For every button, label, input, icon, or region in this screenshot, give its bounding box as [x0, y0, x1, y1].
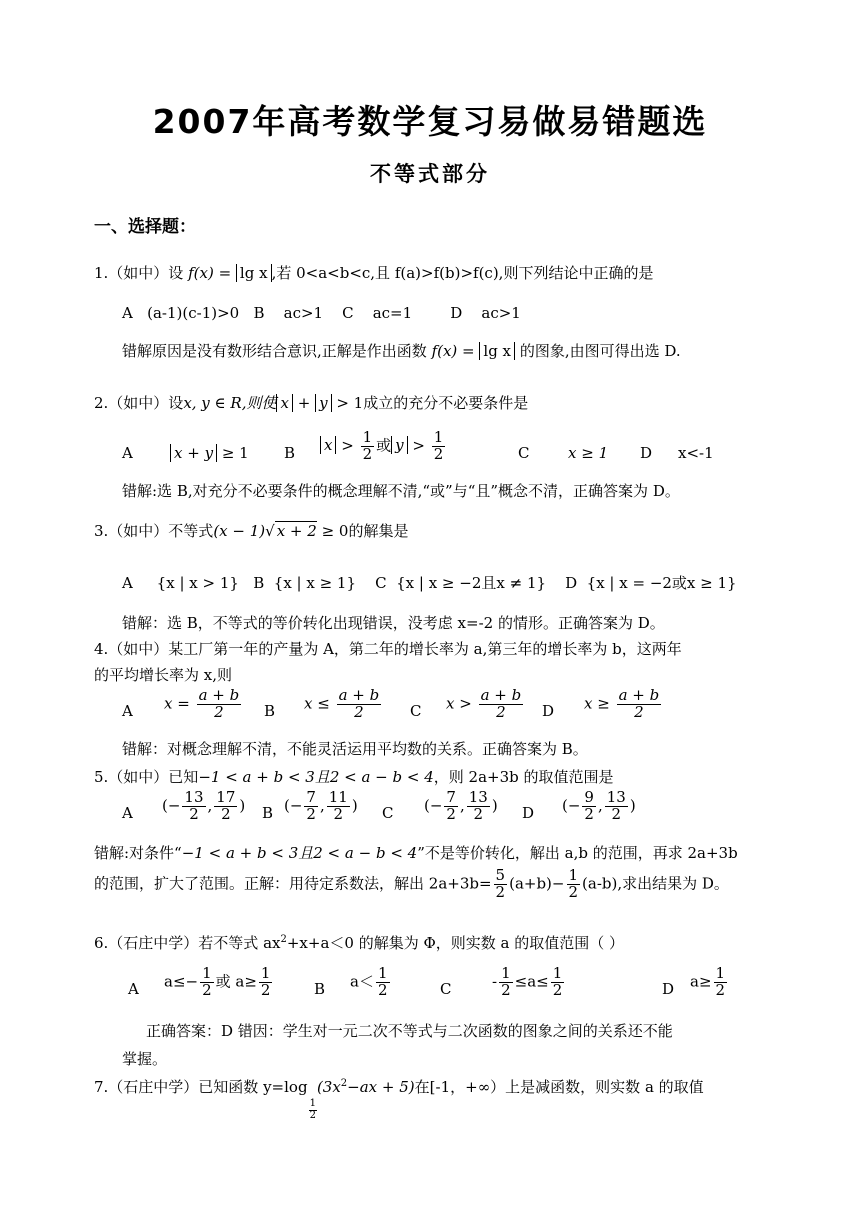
- question-5-note-1-math: −1 < a + b < 3且2 < a − b < 4: [181, 844, 418, 862]
- question-5-note-2-b: (a-b),求出结果为 D。: [582, 874, 729, 893]
- question-2-text: 成立的充分不必要条件是: [363, 394, 529, 412]
- question-5-option-a: (− $\frac{13}{2}$ , $\frac{17}{2}$ ): [162, 788, 246, 823]
- question-4-option-d-math: x ≥: [584, 694, 615, 713]
- question-6-option-c-mid: ≤a≤: [514, 972, 549, 991]
- question-4-option-a: [164, 688, 243, 721]
- question-3-note: 错解：选 B，不等式的等价转化出现错误，没考虑 x=-2 的情形。正确答案为 D。: [122, 614, 665, 632]
- fraction-num: 9: [584, 788, 594, 806]
- question-3-options: A {x | x > 1} B {x | x ≥ 1} C {x | x ≥ −2且x ≠ 1} D {x | x = −2或x ≥ 1}: [122, 574, 737, 592]
- question-2: [94, 392, 528, 413]
- fraction-num: 1: [362, 428, 373, 446]
- fraction-den: 2: [214, 702, 224, 721]
- question-1-options: A (a-1)(c-1)>0 B ac>1 C ac=1 D ac>1: [122, 304, 521, 322]
- question-5-note-1-a: 错解:对条件“: [94, 844, 182, 862]
- question-2-option-b-abs-y: y: [391, 436, 407, 454]
- fraction-num: a + b: [618, 686, 660, 704]
- question-1-note-text: 错解原因是没有数形结合意识,正解是作出函数: [122, 342, 427, 360]
- fraction-den: 2: [306, 804, 316, 823]
- fraction-den: 2: [634, 702, 644, 721]
- question-2-option-d: x<-1: [678, 444, 714, 462]
- fraction-num: a + b: [480, 686, 522, 704]
- fraction: [617, 688, 662, 721]
- question-6-option-a: [164, 966, 274, 999]
- question-1-text: ,若 0<a<b<c,且 f(a)>f(b)>f(c),则下列结论中正确的是: [271, 264, 654, 282]
- question-1-note: [122, 340, 681, 361]
- question-2-note: 错解:选 B,对充分不必要条件的概念理解不清,“或”与“且”概念不清，正确答案为 D。: [122, 482, 680, 500]
- fraction: [327, 790, 350, 823]
- fraction-den: 2: [260, 980, 271, 999]
- fraction-num: 1: [501, 964, 511, 982]
- fraction-num: 1: [715, 964, 726, 982]
- fraction-num: 1: [260, 964, 271, 982]
- question-1-abs: lg x: [236, 264, 272, 282]
- question-7-sup: 2: [340, 1078, 348, 1089]
- fraction-den: 2: [501, 980, 511, 999]
- fraction-den: 2: [584, 804, 594, 823]
- question-2-option-b-label: B: [284, 444, 296, 462]
- fraction-num: 1: [568, 866, 579, 884]
- question-5-option-d-label: D: [522, 804, 535, 822]
- question-2-option-a-rest: ≥ 1: [217, 444, 249, 462]
- question-5-note-2: [94, 868, 729, 901]
- fraction: [182, 790, 205, 823]
- question-1-note-abs: lg x: [479, 342, 515, 360]
- question-6-option-c: [492, 966, 566, 999]
- question-6-option-b-pre: a＜: [350, 972, 374, 991]
- question-3-math-b: ≥ 0: [316, 522, 349, 540]
- question-2-math: x, y ∈ R,则使: [183, 394, 277, 412]
- question-5-note-1: [94, 842, 738, 863]
- question-5-text: ，则 2a+3b 的取值范围是: [433, 768, 614, 786]
- question-5-options: [122, 790, 762, 836]
- question-4-option-c-math: x >: [446, 694, 477, 713]
- fraction-den: 2: [446, 804, 456, 823]
- fraction-den: 2: [495, 882, 506, 901]
- fraction-den: 2: [552, 980, 563, 999]
- fraction: [582, 790, 596, 823]
- fraction-den: 2: [189, 804, 199, 823]
- question-6-sup: 2: [280, 934, 287, 945]
- question-6-option-a-mid: 或 a≥: [215, 972, 257, 991]
- question-6-note-2: 掌握。: [122, 1050, 168, 1068]
- question-7-log-base: [309, 1099, 317, 1121]
- question-6-option-a-label: A: [128, 980, 139, 998]
- question-6-option-b: [350, 966, 392, 999]
- question-5-option-d: (− $\frac{9}{2}$ , $\frac{13}{2}$ ): [562, 788, 636, 823]
- fraction-den: 2: [568, 882, 579, 901]
- fraction: [304, 790, 318, 823]
- question-4-option-d: [584, 688, 663, 721]
- fraction: [444, 790, 458, 823]
- question-4-line-2: 的平均增长率为 x,则: [94, 666, 232, 684]
- question-5-option-b: (− $\frac{7}{2}$ , $\frac{11}{2}$ ): [284, 788, 358, 823]
- question-4-option-a-label: A: [122, 702, 133, 720]
- fraction-num: 1: [552, 964, 563, 982]
- question-2-option-a: [170, 444, 249, 462]
- question-1: [94, 262, 653, 283]
- question-6-option-d: [690, 966, 729, 999]
- question-4-option-b-math: x ≤: [304, 694, 335, 713]
- question-2-plus: +: [292, 394, 316, 412]
- fraction: [605, 790, 628, 823]
- question-4-option-c-label: C: [410, 702, 422, 720]
- fraction: [494, 868, 508, 901]
- fraction-num: 5: [495, 866, 506, 884]
- fraction: [499, 966, 513, 999]
- question-5-math: −1 < a + b < 3且2 < a − b < 4: [198, 768, 434, 786]
- fraction: [361, 430, 375, 463]
- fraction: [197, 688, 242, 721]
- question-1-note-func: f(x) =: [431, 342, 480, 360]
- fraction: [259, 966, 273, 999]
- question-1-note-end: 的图象,由图可得出选 D.: [519, 342, 681, 360]
- fraction: [337, 688, 382, 721]
- question-5-option-a-label: A: [122, 804, 133, 822]
- question-2-option-a-abs: x + y: [170, 444, 217, 462]
- page-title: 2007年高考数学复习易做易错题选: [152, 102, 708, 141]
- question-2-abs-x: x: [276, 394, 292, 412]
- question-2-options: [122, 430, 762, 474]
- question-4-option-d-label: D: [542, 702, 555, 720]
- question-5-note-2-mid: (a+b): [509, 874, 552, 893]
- fraction-num: 7: [306, 788, 316, 806]
- question-6-option-b-label: B: [314, 980, 326, 998]
- fraction-num: a + b: [338, 686, 380, 704]
- fraction-den: 2: [433, 444, 444, 463]
- question-5-option-c: (− $\frac{7}{2}$ , $\frac{13}{2}$ ): [424, 788, 498, 823]
- fraction: [214, 790, 237, 823]
- fraction-num: 17: [216, 788, 236, 806]
- question-7-math-a: (3x: [316, 1078, 341, 1096]
- question-2-abs-y: y: [315, 394, 331, 412]
- question-1-number: 1.（如中）设: [94, 264, 184, 282]
- question-4-option-c: [446, 688, 525, 721]
- fraction-den: 2: [221, 804, 231, 823]
- fraction: [479, 688, 524, 721]
- question-3: 3.（如中）不等式(x − 1)√ x + 2 ≥ 0的解集是: [94, 522, 409, 540]
- question-7-number: 7.（石庄中学）已知函数 y=log: [94, 1078, 308, 1096]
- question-2-option-b-abs-x: x: [320, 436, 336, 454]
- fraction-num: 7: [446, 788, 456, 806]
- question-2-option-c-label: C: [518, 444, 530, 462]
- fraction-den: 2: [362, 444, 373, 463]
- fraction-num: a + b: [198, 686, 240, 704]
- question-6-options: [128, 966, 768, 1012]
- question-2-option-b: [320, 430, 447, 463]
- question-6-text: +x+a＜0 的解集为 Φ，则实数 a 的取值范围（ ）: [286, 934, 625, 952]
- question-4-option-b: [304, 688, 383, 721]
- question-5-option-b-label: B: [262, 804, 274, 822]
- question-3-math-a: (x − 1): [213, 522, 266, 540]
- question-7-text: 在[-1，+∞）上是减函数，则实数 a 的取值: [414, 1078, 704, 1096]
- fraction-den: 2: [309, 1109, 316, 1121]
- fraction: [714, 966, 728, 999]
- question-3-text: 的解集是: [348, 522, 409, 540]
- question-6-option-d-label: D: [662, 980, 675, 998]
- fraction-den: 2: [202, 980, 212, 999]
- question-2-option-b-gt: >: [336, 436, 359, 455]
- fraction-den: 2: [377, 980, 388, 999]
- fraction: [376, 966, 390, 999]
- question-3-sqrt: x + 2: [276, 522, 317, 540]
- fraction-den: 2: [496, 702, 506, 721]
- fraction: [432, 430, 446, 463]
- fraction-num: 1: [309, 1098, 316, 1109]
- question-5-note-1-b: ”不是等价转化，解出 a,b 的范围，再求 2a+3b: [417, 844, 738, 862]
- fraction-num: 11: [328, 788, 348, 806]
- question-2-option-a-label: A: [122, 444, 133, 462]
- fraction-num: 13: [606, 788, 626, 806]
- fraction-num: 1: [433, 428, 444, 446]
- fraction-den: 2: [333, 804, 344, 823]
- question-2-number: 2.（如中）设: [94, 394, 184, 412]
- question-7-math-b: −ax + 5): [347, 1078, 415, 1096]
- question-6-option-a-pre: a≤−: [164, 972, 199, 991]
- fraction-den: 2: [611, 804, 622, 823]
- fraction: [200, 966, 214, 999]
- fraction: [467, 790, 490, 823]
- question-4-option-b-label: B: [264, 702, 276, 720]
- question-6-number: 6.（石庄中学）若不等式 ax: [94, 934, 281, 952]
- fraction-num: 1: [202, 964, 212, 982]
- question-6-option-c-pre: -: [492, 972, 498, 991]
- fraction-den: 2: [715, 980, 726, 999]
- question-2-option-c: x ≥ 1: [568, 444, 609, 462]
- question-6-option-c-label: C: [440, 980, 452, 998]
- question-6-note-1: 正确答案：D 错因：学生对一元二次不等式与二次函数的图象之间的关系还不能: [146, 1022, 673, 1040]
- question-2-option-b-or: 或: [376, 436, 392, 455]
- question-5-number: 5.（如中）已知: [94, 768, 199, 786]
- question-6-option-d-pre: a≥: [690, 972, 712, 991]
- question-5-note-2-a: 的范围，扩大了范围。正解：用待定系数法，解出 2a+3b=: [94, 874, 492, 893]
- fraction-den: 2: [473, 804, 484, 823]
- fraction-den: 2: [354, 702, 364, 721]
- fraction-num: 13: [184, 788, 204, 806]
- question-5-note-2-minus: −: [551, 874, 565, 893]
- question-5-option-c-label: C: [382, 804, 394, 822]
- question-1-func: f(x) =: [188, 264, 236, 282]
- fraction: [567, 868, 581, 901]
- question-4-options: [122, 688, 762, 734]
- section-heading: 一、选择题：: [94, 217, 196, 237]
- question-4-option-a-math: x =: [164, 694, 195, 713]
- page-subtitle: 不等式部分: [370, 162, 490, 186]
- fraction: [551, 966, 565, 999]
- fraction-num: 13: [468, 788, 488, 806]
- question-2-option-d-label: D: [640, 444, 653, 462]
- question-4-note: 错解：对概念理解不清，不能灵活运用平均数的关系。正确答案为 B。: [122, 740, 588, 758]
- question-7: [94, 1076, 704, 1121]
- question-2-option-b-gt2: >: [407, 436, 430, 455]
- fraction-num: 1: [377, 964, 388, 982]
- question-2-gt: > 1: [331, 394, 364, 412]
- question-3-number: 3.（如中）不等式: [94, 522, 214, 540]
- question-5: [94, 766, 614, 787]
- question-6: [94, 932, 624, 953]
- question-4-line-1: 4.（如中）某工厂第一年的产量为 A，第二年的增长率为 a,第三年的增长率为 b，这两年: [94, 640, 682, 658]
